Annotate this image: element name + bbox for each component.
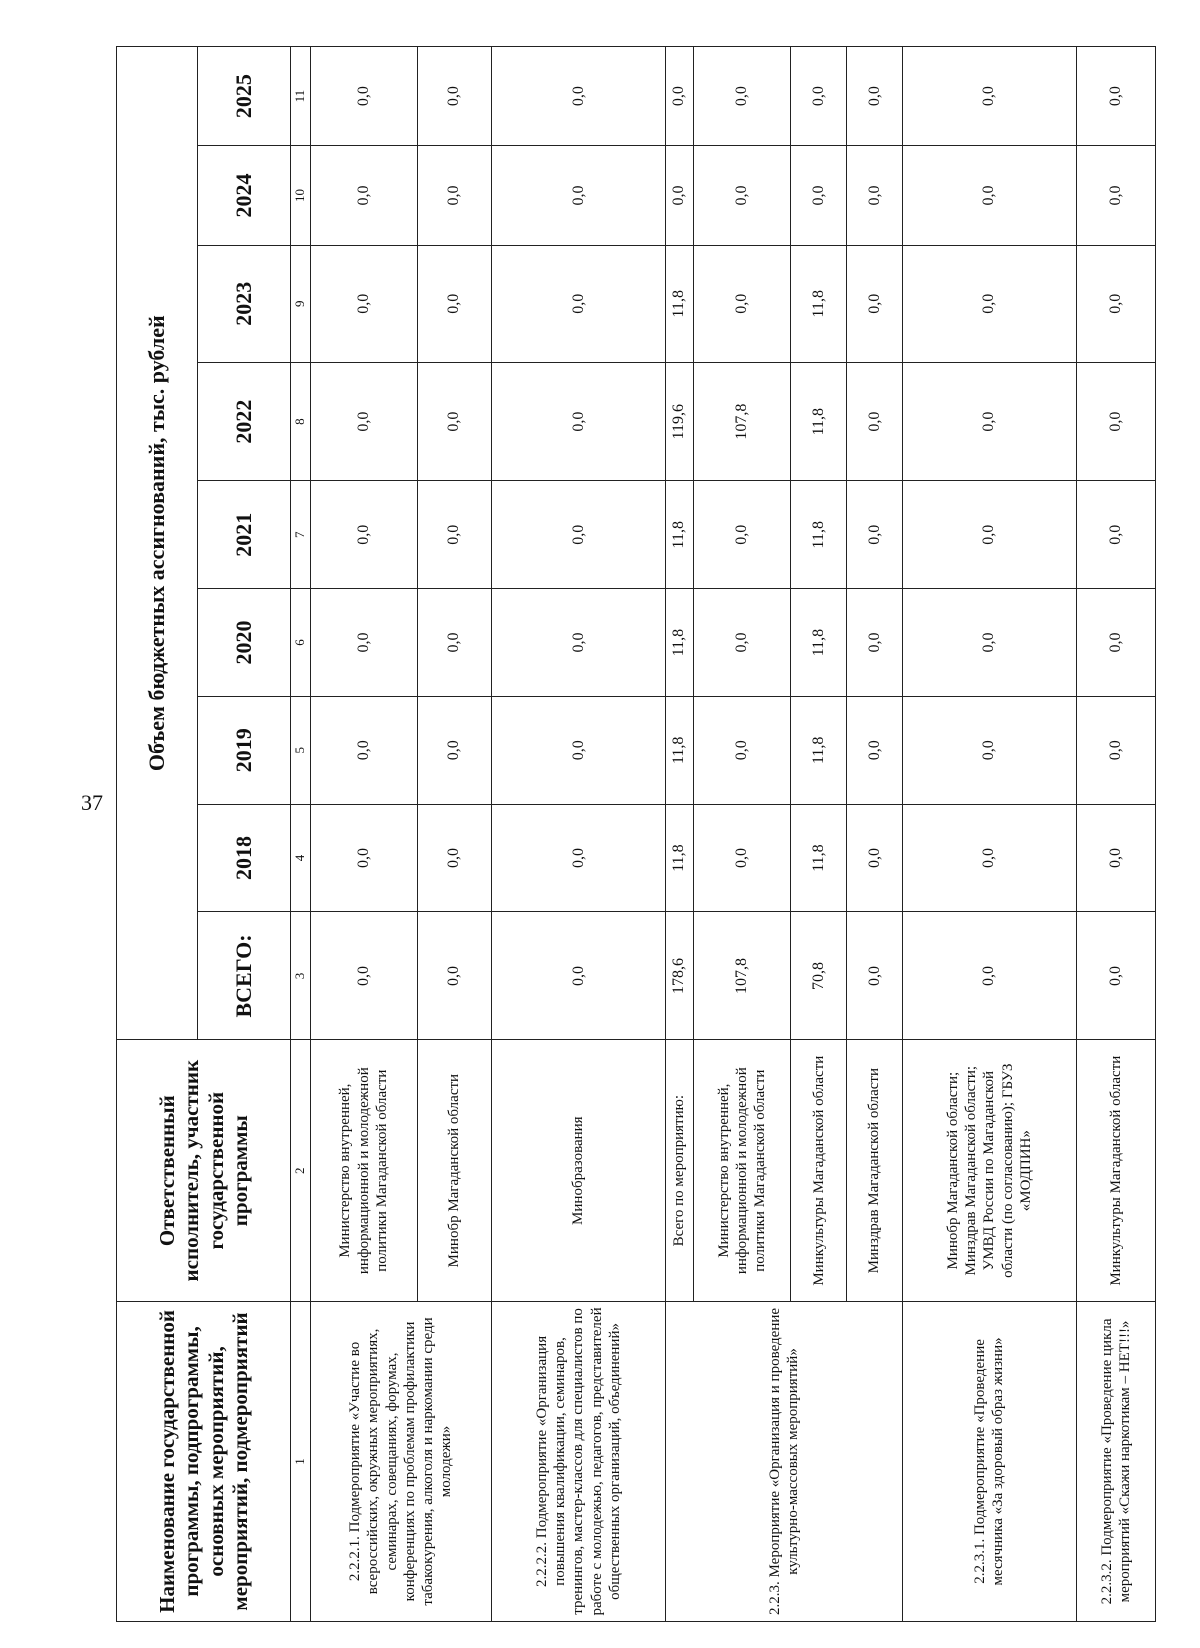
- value-cell: 0,0: [693, 589, 791, 697]
- value-cell: 11,8: [666, 696, 694, 804]
- row-executor: Министерство внутренней, информационной и молодежной политики Магаданской области: [693, 1040, 791, 1301]
- value-cell: 0,0: [693, 696, 791, 804]
- row-executor: Всего по мероприятию:: [666, 1040, 694, 1301]
- value-cell: 0,0: [1076, 481, 1155, 589]
- header-executor: Ответственный исполнитель, участник государственной программы: [117, 1040, 291, 1301]
- value-cell: 0,0: [902, 146, 1076, 245]
- value-cell: 0,0: [693, 481, 791, 589]
- value-cell: 0,0: [847, 696, 903, 804]
- value-cell: 0,0: [666, 146, 694, 245]
- value-cell: 11,8: [791, 589, 847, 697]
- table-row: [666, 47, 694, 1622]
- value-cell: 0,0: [417, 589, 491, 697]
- value-cell: 178,6: [666, 912, 694, 1040]
- value-cell: 0,0: [1076, 804, 1155, 912]
- value-cell: 0,0: [310, 696, 417, 804]
- column-number: 9: [291, 245, 311, 362]
- value-cell: 0,0: [902, 47, 1076, 146]
- value-cell: 107,8: [693, 912, 791, 1040]
- value-cell: 0,0: [1076, 589, 1155, 697]
- header-name: Наименование государственной программы, подпрограммы, основных мероприятий, мероприятий, подмероприятий: [117, 1301, 291, 1621]
- budget-table: [116, 46, 1156, 1622]
- value-cell: 0,0: [491, 912, 665, 1040]
- value-cell: 0,0: [491, 245, 665, 362]
- value-cell: 70,8: [791, 912, 847, 1040]
- value-cell: 0,0: [310, 481, 417, 589]
- row-name: 2.2.3. Мероприятие «Организация и проведение культурно-массовых мероприятий»: [666, 1301, 903, 1621]
- value-cell: 0,0: [847, 804, 903, 912]
- value-cell: 0,0: [1076, 912, 1155, 1040]
- header-total: ВСЕГО:: [198, 912, 291, 1040]
- value-cell: 107,8: [693, 362, 791, 480]
- header-year: 2018: [198, 804, 291, 912]
- value-cell: 0,0: [417, 696, 491, 804]
- value-cell: 0,0: [491, 362, 665, 480]
- row-name: 2.2.2.2. Подмероприятие «Организация повышения квалификации, семинаров, тренингов, мастер-классов для специалистов по работе с молодежью, педагогов, представителей общественных организаций, объединений»: [491, 1301, 665, 1621]
- value-cell: 0,0: [847, 912, 903, 1040]
- column-numbers-row: [291, 47, 311, 1622]
- value-cell: 0,0: [693, 804, 791, 912]
- row-executor: Министерство внутренней, информационной и молодежной политики Магаданской области: [310, 1040, 417, 1301]
- column-number: 8: [291, 362, 311, 480]
- column-number: 10: [291, 146, 311, 245]
- budget-table-rotated: [116, 46, 1156, 1622]
- value-cell: 11,8: [666, 245, 694, 362]
- table-row: [902, 47, 1076, 1622]
- value-cell: 0,0: [310, 146, 417, 245]
- header-year: 2019: [198, 696, 291, 804]
- value-cell: 0,0: [491, 481, 665, 589]
- page-number: 37: [81, 790, 103, 815]
- value-cell: 0,0: [310, 589, 417, 697]
- table-row: [310, 47, 417, 1622]
- row-name: 2.2.2.1. Подмероприятие «Участие во всероссийских, окружных мероприятиях, семинарах, совещаниях, форумах, конференциях по проблемам профилактики табакокурения, алкоголя и наркомании среди молодежи»: [310, 1301, 491, 1621]
- header-year: 2022: [198, 362, 291, 480]
- value-cell: 0,0: [902, 912, 1076, 1040]
- value-cell: 0,0: [902, 696, 1076, 804]
- table-row: [1076, 47, 1155, 1622]
- value-cell: 0,0: [693, 245, 791, 362]
- row-name: 2.2.3.1. Подмероприятие «Проведение месячника «За здоровый образ жизни»: [902, 1301, 1076, 1621]
- value-cell: 11,8: [666, 589, 694, 697]
- header-year: 2021: [198, 481, 291, 589]
- column-number: 2: [291, 1040, 311, 1301]
- value-cell: 0,0: [310, 912, 417, 1040]
- value-cell: 11,8: [791, 362, 847, 480]
- value-cell: 119,6: [666, 362, 694, 480]
- value-cell: 0,0: [902, 481, 1076, 589]
- column-number: 5: [291, 696, 311, 804]
- value-cell: 11,8: [666, 481, 694, 589]
- value-cell: 0,0: [310, 804, 417, 912]
- column-number: 6: [291, 589, 311, 697]
- value-cell: 0,0: [791, 47, 847, 146]
- value-cell: 0,0: [417, 362, 491, 480]
- value-cell: 0,0: [847, 589, 903, 697]
- value-cell: 0,0: [902, 589, 1076, 697]
- value-cell: 11,8: [666, 804, 694, 912]
- value-cell: 0,0: [847, 245, 903, 362]
- value-cell: 11,8: [791, 804, 847, 912]
- table-row: [491, 47, 665, 1622]
- row-name: 2.2.3.2. Подмероприятие «Проведение цикла мероприятий «Скажи наркотикам – НЕТ!!!»: [1076, 1301, 1155, 1621]
- value-cell: 0,0: [310, 47, 417, 146]
- value-cell: 0,0: [1076, 696, 1155, 804]
- value-cell: 0,0: [310, 245, 417, 362]
- value-cell: 0,0: [693, 146, 791, 245]
- value-cell: 0,0: [310, 362, 417, 480]
- value-cell: 0,0: [417, 245, 491, 362]
- value-cell: 0,0: [417, 481, 491, 589]
- value-cell: 0,0: [847, 47, 903, 146]
- value-cell: 11,8: [791, 245, 847, 362]
- value-cell: 0,0: [693, 47, 791, 146]
- header-year: 2020: [198, 589, 291, 697]
- value-cell: 0,0: [1076, 47, 1155, 146]
- value-cell: 0,0: [491, 589, 665, 697]
- value-cell: 0,0: [847, 146, 903, 245]
- header-year: 2025: [198, 47, 291, 146]
- value-cell: 0,0: [902, 804, 1076, 912]
- value-cell: 0,0: [847, 362, 903, 480]
- column-number: 3: [291, 912, 311, 1040]
- column-number: 11: [291, 47, 311, 146]
- value-cell: 0,0: [491, 804, 665, 912]
- row-executor: Минобр Магаданской области; Минздрав Магаданской области; УМВД России по Магаданской области (по согласованию); ГБУЗ «МОДПИН»: [902, 1040, 1076, 1301]
- row-executor: Минобразования: [491, 1040, 665, 1301]
- value-cell: 0,0: [491, 696, 665, 804]
- value-cell: 0,0: [491, 146, 665, 245]
- row-executor: Минкультуры Магаданской области: [1076, 1040, 1155, 1301]
- header-budget-group: Объем бюджетных ассигнований, тыс. рублей: [117, 47, 198, 1040]
- value-cell: 0,0: [417, 47, 491, 146]
- value-cell: 0,0: [1076, 362, 1155, 480]
- value-cell: 0,0: [1076, 245, 1155, 362]
- value-cell: 0,0: [491, 47, 665, 146]
- header-year: 2024: [198, 146, 291, 245]
- row-executor: Минкультуры Магаданской области: [791, 1040, 847, 1301]
- value-cell: 11,8: [791, 696, 847, 804]
- row-executor: Минздрав Магаданской области: [847, 1040, 903, 1301]
- column-number: 7: [291, 481, 311, 589]
- header-year: 2023: [198, 245, 291, 362]
- value-cell: 0,0: [417, 912, 491, 1040]
- value-cell: 0,0: [847, 481, 903, 589]
- value-cell: 0,0: [902, 362, 1076, 480]
- column-number: 4: [291, 804, 311, 912]
- value-cell: 0,0: [417, 804, 491, 912]
- value-cell: 0,0: [1076, 146, 1155, 245]
- value-cell: 0,0: [791, 146, 847, 245]
- value-cell: 11,8: [791, 481, 847, 589]
- value-cell: 0,0: [902, 245, 1076, 362]
- column-number: 1: [291, 1301, 311, 1621]
- value-cell: 0,0: [666, 47, 694, 146]
- value-cell: 0,0: [417, 146, 491, 245]
- row-executor: Минобр Магаданской области: [417, 1040, 491, 1301]
